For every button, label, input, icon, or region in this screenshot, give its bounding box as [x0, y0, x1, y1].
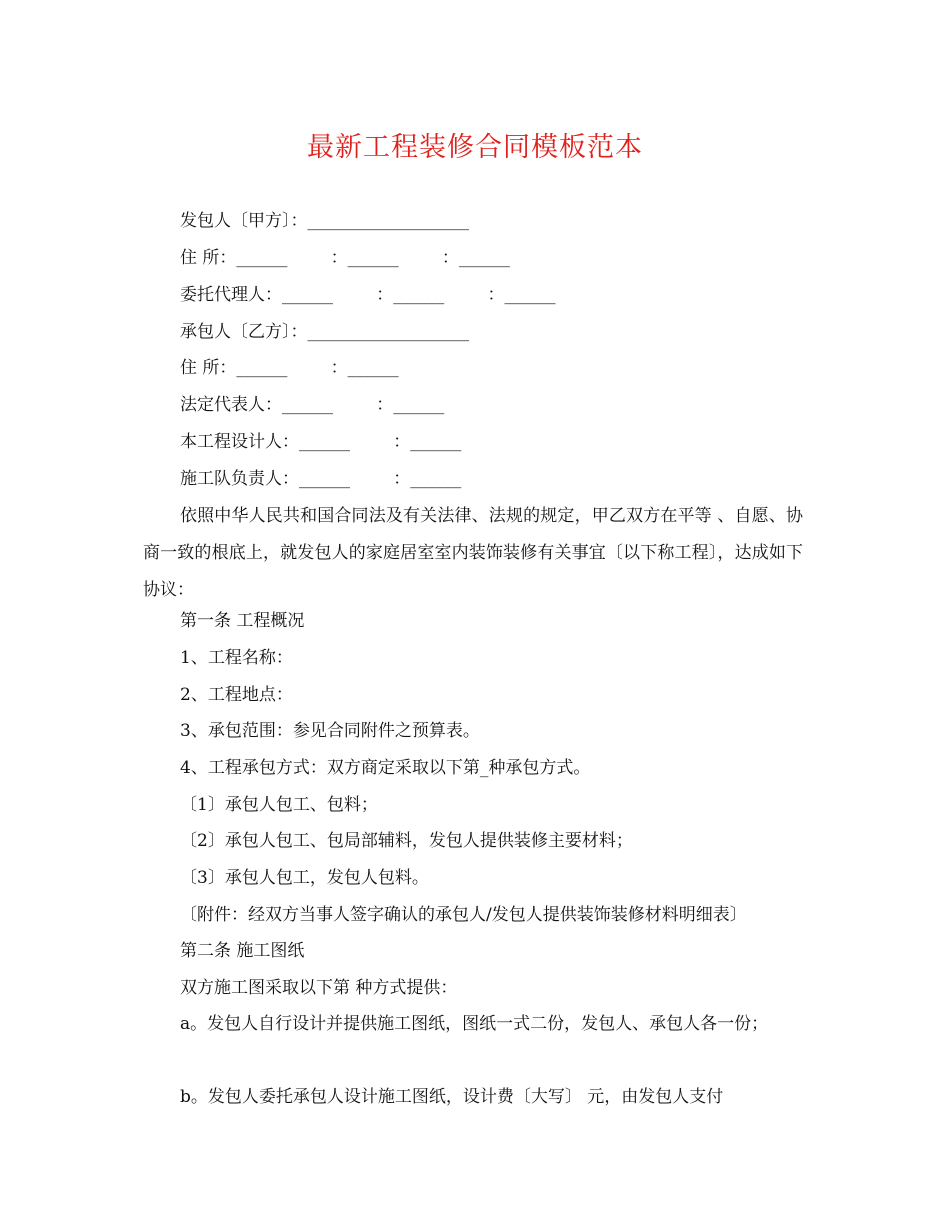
drawing-option-a: a。发包人自行设计并提供施工图纸，图纸一式二份，发包人、承包人各一份；	[180, 1014, 769, 1034]
party-a-line: 发包人〔甲方〕：___________________	[180, 211, 469, 231]
crew-leader-line: 施工队负责人：______ ：______	[180, 469, 462, 489]
contract-method-line: 4、工程承包方式：双方商定采取以下第_种承包方式。	[180, 758, 591, 778]
method-option-2: 〔2〕承包人包工、包局部辅料，发包人提供装修主要材料；	[180, 831, 633, 851]
project-name-line: 1、工程名称：	[180, 648, 293, 668]
designer-line: 本工程设计人：______ ：______	[180, 432, 462, 452]
agent-line: 委托代理人：______ ：______ ：______	[180, 285, 556, 305]
method-option-1: 〔1〕承包人包工、包料；	[180, 795, 378, 815]
party-a-address-line: 住 所：______ ：______ ：______	[180, 248, 510, 268]
project-location-line: 2、工程地点：	[180, 685, 293, 705]
party-b-line: 承包人〔乙方〕：___________________	[180, 322, 469, 342]
method-option-3: 〔3〕承包人包工，发包人包料。	[180, 868, 429, 888]
party-b-address-line: 住 所：______ ：______	[180, 358, 399, 378]
intro-paragraph: 依照中华人民共和国合同法及有关法律、法规的规定，甲乙双方在平等 、自愿、协商一致的根底上，就发包人的家庭居室室内装饰装修有关事宜〔以下称工程〕，达成如下协议：	[143, 506, 803, 600]
article-2-heading: 第二条 施工图纸	[180, 941, 305, 961]
drawing-option-b: b。发包人委托承包人设计施工图纸，设计费〔大写〕 元，由发包人支付	[180, 1087, 724, 1107]
scope-line: 3、承包范围：参见合同附件之预算表。	[180, 721, 480, 741]
attachment-note: 〔附件：经双方当事人签字确认的承包人/发包人提供装饰装修材料明细表〕	[180, 905, 747, 925]
document-title: 最新工程装修合同模板范本	[307, 132, 643, 163]
drawing-method-line: 双方施工图采取以下第 种方式提供：	[180, 978, 458, 998]
article-1-heading: 第一条 工程概况	[180, 611, 305, 631]
legal-rep-line: 法定代表人：______ ：______	[180, 395, 445, 415]
